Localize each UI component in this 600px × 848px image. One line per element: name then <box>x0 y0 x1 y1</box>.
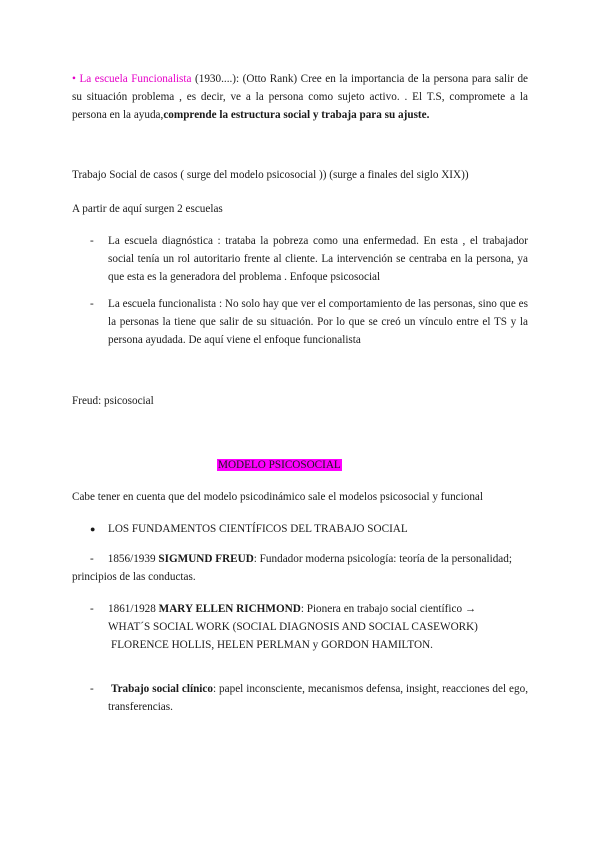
casework-paragraph: Trabajo Social de casos ( surge del modelo psicosocial )) (surge a finales del siglo XIX)) <box>72 169 469 181</box>
freud-years: 1856/1939 <box>107 553 159 565</box>
richmond-followers: FLORENCE HOLLIS, HELEN PERLMAN y GORDON HAMILTON. <box>111 639 433 651</box>
clinico-name: Trabajo social clínico <box>110 683 213 695</box>
freud-text: : Fundador moderna psicología: teoría de la personalidad; principios de las conductas. <box>72 553 512 583</box>
intro-paragraph <box>72 70 528 124</box>
dash-marker: - <box>90 683 94 695</box>
cabe-paragraph: Cabe tener en cuenta que del modelo psicodinámico sale el modelos psicosocial y funcional <box>72 491 484 503</box>
intro-bold-text: comprende la estructura social y trabaja para su ajuste. <box>163 109 430 121</box>
fundamentos-title: LOS FUNDAMENTOS CIENTÍFICOS DEL TRABAJO SOCIAL <box>108 523 408 535</box>
heading-text: MODELO PSICOSOCIAL <box>218 459 341 471</box>
freud-entry <box>72 550 528 586</box>
richmond-years: 1861/1928 <box>108 603 159 615</box>
school-diagnostica: La escuela diagnóstica : trataba la pobreza como una enfermedad. En esta , el trabajador social tenía un rol autoritario frente al cliente. La intervención se centraba en la persona, ya que esta es la generadora del problema . Enfoque psicosocial <box>108 235 528 283</box>
freud-name: SIGMUND FREUD <box>158 553 254 565</box>
dash-marker: - <box>90 298 94 310</box>
richmond-work: WHAT´S SOCIAL WORK (SOCIAL DIAGNOSIS AND SOCIAL CASEWORK) <box>108 621 478 633</box>
richmond-text: : Pionera en trabajo social científico → <box>300 603 477 615</box>
dash-marker: - <box>90 235 94 247</box>
clinico-text: : papel inconsciente, mecanismos defensa, insight, reacciones del ego, transferencias. <box>108 683 528 713</box>
school-name: La escuela Funcionalista <box>79 73 192 85</box>
dash-marker: - <box>90 553 94 565</box>
richmond-entry <box>108 600 538 654</box>
intro-text: (1930....): (Otto Rank) Cree en la importancia de la persona para salir de su situación problema , es decir, ve a la persona como sujeto activo. . El T.S, compromete a la persona en la ayuda, <box>72 73 529 121</box>
clinico-entry <box>108 680 528 716</box>
dash-marker: - <box>90 603 94 615</box>
bullet-marker: ● <box>90 524 96 534</box>
richmond-name: MARY ELLEN RICHMOND <box>158 603 301 615</box>
freud-line: Freud: psicosocial <box>72 395 154 407</box>
bullet-marker: • <box>72 73 76 85</box>
section-heading <box>217 456 342 474</box>
schools-intro: A partir de aquí surgen 2 escuelas <box>72 203 223 215</box>
school-funcionalista: La escuela funcionalista : No solo hay que ver el comportamiento de las personas, sino que es la personas la tiene que salir de su situación. Por lo que se creó un vínculo entre el TS y la persona ayudada. De aquí viene el enfoque funcionalista <box>108 298 528 346</box>
